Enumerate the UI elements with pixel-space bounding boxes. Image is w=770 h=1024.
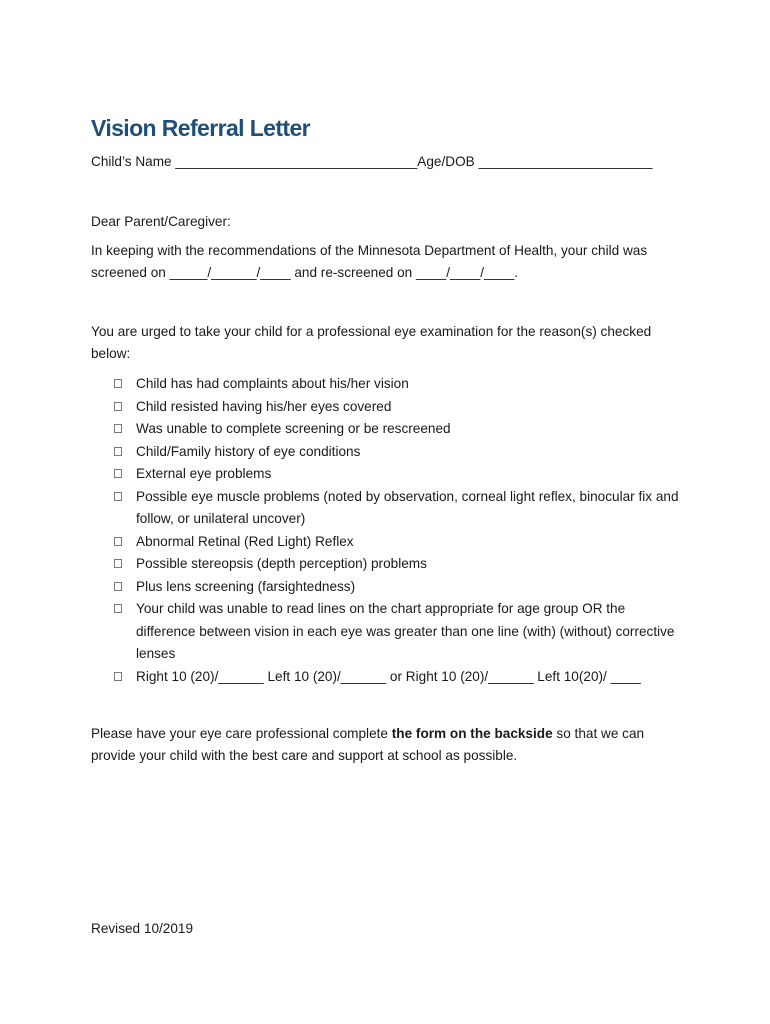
reason-label: Child has had complaints about his/her vision	[136, 376, 409, 391]
reason-item	[112, 396, 682, 419]
reason-label: Possible eye muscle problems (noted by observation, corneal light reflex, binocular fix and follow, or unilateral uncover)	[136, 488, 679, 526]
urge-paragraph: You are urged to take your child for a professional eye examination for the reason(s) checked below:	[91, 324, 652, 361]
reason-label: Child resisted having his/her eyes covered	[136, 398, 392, 414]
reason-label: Child/Family history of eye conditions	[136, 443, 361, 459]
age-dob-field[interactable]: Age/DOB _______________________	[417, 154, 653, 169]
checkbox-icon[interactable]	[114, 447, 122, 456]
reason-label: Your child was unable to read lines on the chart appropriate for age group OR the difference between vision in each eye was greater than one line (with) (without) corrective lenses	[136, 601, 675, 661]
checkbox-icon[interactable]	[114, 402, 122, 411]
reason-item	[112, 486, 682, 531]
reason-item	[112, 463, 682, 486]
document-title: Vision Referral Letter	[91, 115, 311, 141]
reason-label: Right 10 (20)/______ Left 10 (20)/______ or Right 10 (20)/______ Left 10(20)/ ____	[136, 668, 641, 684]
reason-label: External eye problems	[136, 466, 272, 481]
reason-label: Plus lens screening (farsightedness)	[136, 578, 356, 594]
closing-text-start: Please have your eye care professional complete	[91, 726, 392, 741]
reason-item	[112, 553, 682, 576]
reason-label: Abnormal Retinal (Red Light) Reflex	[136, 533, 354, 549]
checkbox-icon[interactable]	[114, 492, 122, 501]
reason-item	[112, 531, 682, 554]
closing-paragraph	[91, 723, 676, 767]
reason-item	[112, 441, 682, 464]
child-info-line	[91, 151, 652, 173]
revision-date: Revised 10/2019	[91, 921, 194, 936]
closing-text-end: so that we can provide your child with the best care and support at school as possible.	[91, 726, 645, 763]
reason-item	[112, 418, 682, 441]
checkbox-icon[interactable]	[114, 469, 122, 478]
checkbox-icon[interactable]	[114, 559, 122, 568]
checkbox-icon[interactable]	[114, 379, 122, 388]
reason-label: Possible stereopsis (depth perception) problems	[136, 556, 427, 571]
reason-item	[112, 598, 682, 666]
closing-text-bold: the form on the backside	[391, 726, 553, 741]
checkbox-icon[interactable]	[114, 424, 122, 433]
reason-item	[112, 666, 682, 689]
checkbox-icon[interactable]	[114, 537, 122, 546]
greeting: Dear Parent/Caregiver:	[91, 214, 231, 229]
reason-item	[112, 576, 682, 599]
child-name-field[interactable]: Child’s Name ________________________________	[91, 154, 418, 169]
checkbox-icon[interactable]	[114, 672, 122, 681]
checkbox-icon[interactable]	[114, 582, 122, 591]
reason-label: Was unable to complete screening or be rescreened	[136, 421, 451, 436]
intro-paragraph: In keeping with the recommendations of the Minnesota Department of Health, your child was screened on _____/______/____ and re-screened on ____/____/____.	[91, 243, 648, 280]
checkbox-icon[interactable]	[114, 604, 122, 613]
reason-item	[112, 373, 682, 396]
reasons-checklist	[112, 373, 682, 688]
